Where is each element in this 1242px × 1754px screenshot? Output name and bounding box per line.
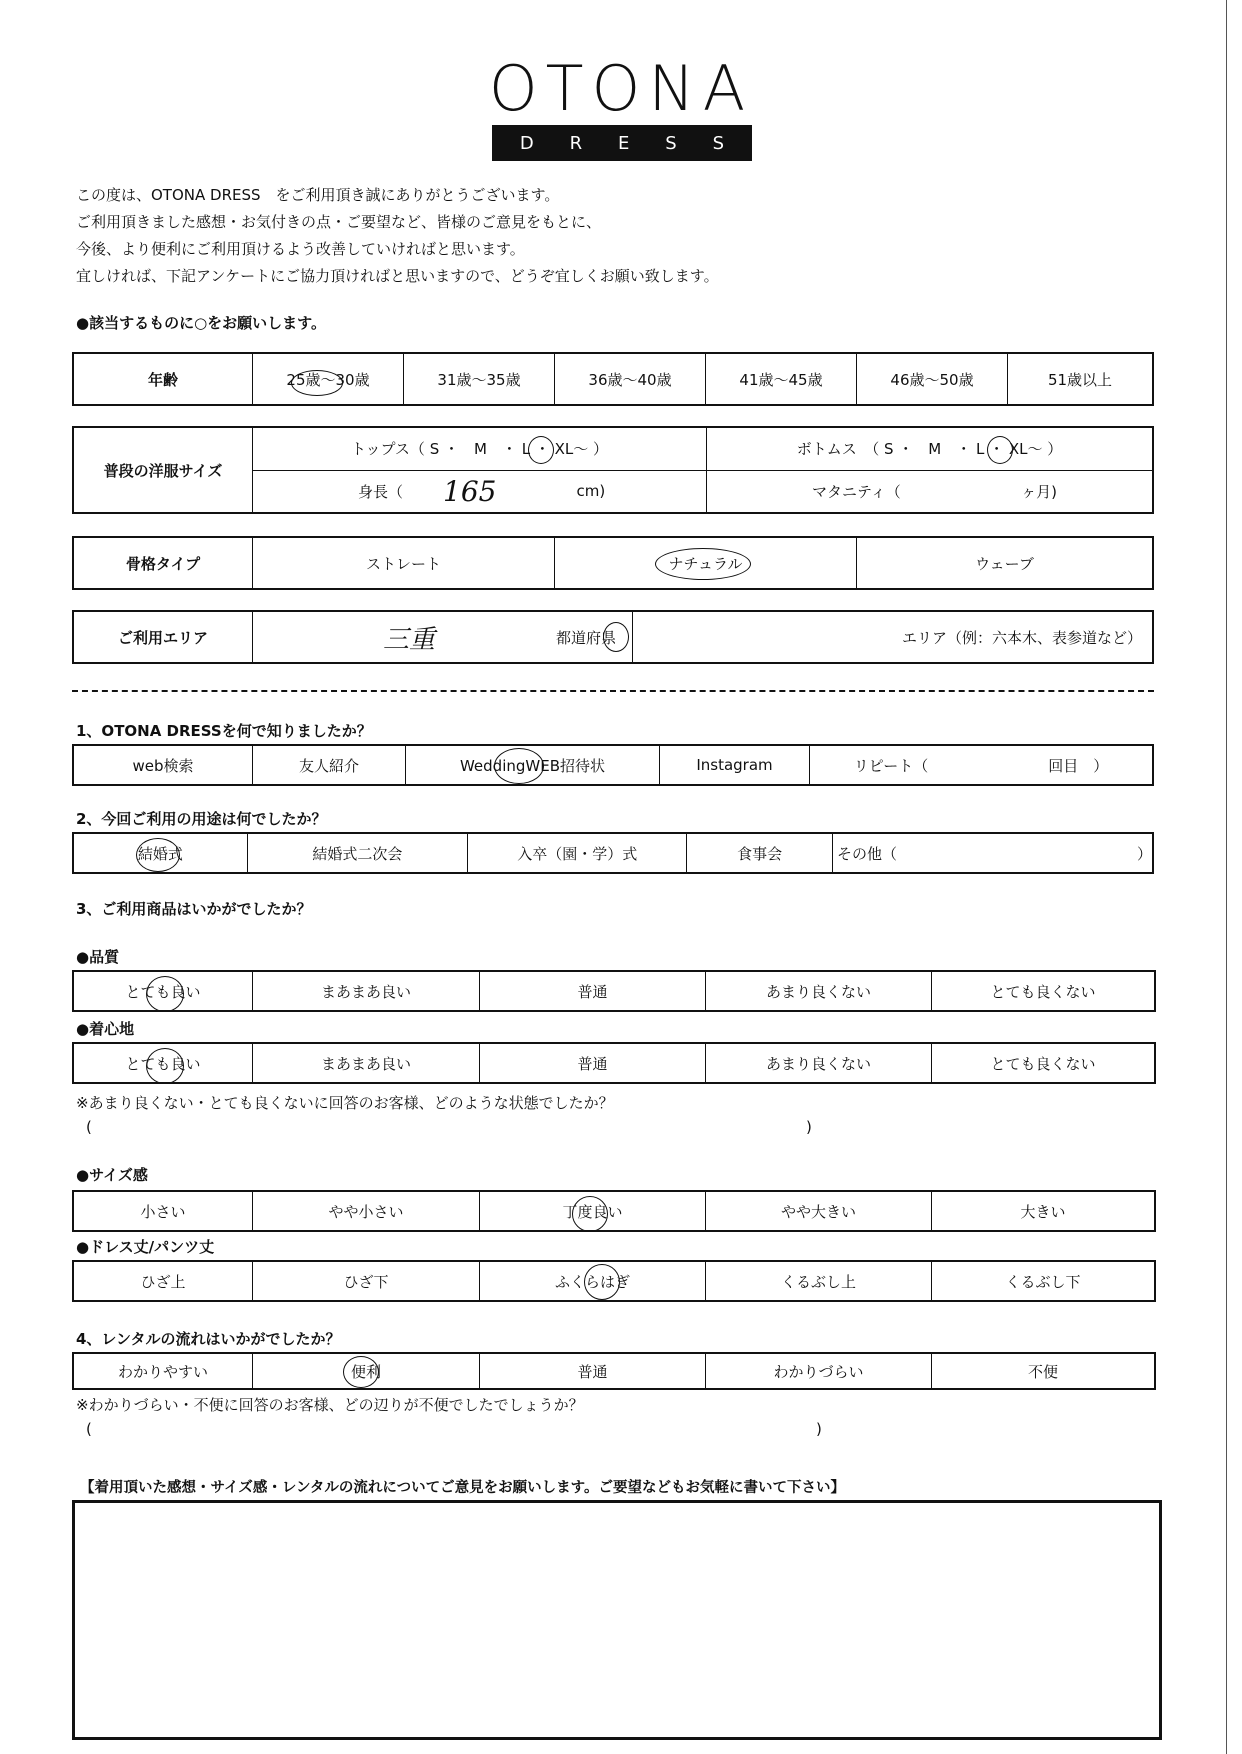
comfort-option[interactable]: とても良くない xyxy=(931,1044,1154,1082)
logo-letter: S xyxy=(712,132,724,154)
comfort-option[interactable]: あまり良くない xyxy=(705,1044,931,1082)
tops-size[interactable]: トップス（ S ・ M ・ L ・ XL～ ） xyxy=(253,428,706,470)
intro-line: ご利用頂きました感想・お気付きの点・ご要望など、皆様のご意見をもとに、 xyxy=(76,213,602,231)
area-field[interactable]: エリア（例：六本木、表参道など） xyxy=(632,612,1152,662)
fit-option[interactable]: 丁度良い xyxy=(479,1192,705,1230)
q2-title: 2、今回ご利用の用途は何でしたか？ xyxy=(76,810,327,828)
q4-paren-close: ) xyxy=(816,1420,822,1438)
maternity-field[interactable]: マタニティ（ ヶ月) xyxy=(706,471,1152,513)
length-option[interactable]: ひざ下 xyxy=(252,1262,479,1300)
body-type-option[interactable]: ストレート xyxy=(252,538,554,588)
q4-paren-open: ( xyxy=(86,1420,92,1438)
q1-option[interactable]: リピート（ 回目 ） xyxy=(809,746,1152,784)
fit-option[interactable]: 小さい xyxy=(140,1202,186,1221)
area-label: ご利用エリア xyxy=(117,628,208,647)
q4-option[interactable]: 便利 xyxy=(252,1354,479,1388)
comfort-table xyxy=(72,1042,1156,1084)
height-value: 165 xyxy=(443,474,497,508)
size-label: 普段の洋服サイズ xyxy=(103,461,223,480)
q1-option[interactable]: WeddingWEB招待状 xyxy=(405,746,659,784)
body-type-label: 骨格タイプ xyxy=(125,554,201,573)
size-row xyxy=(253,428,1152,471)
logo-letter: D xyxy=(519,132,534,154)
q4-option[interactable]: わかりづらい xyxy=(705,1354,931,1388)
intro-line: 今後、より便利にご利用頂けるよう改善していければと思います。 xyxy=(76,240,525,258)
comfort-paren-open: ( xyxy=(86,1118,92,1136)
q4-note: ※わかりづらい・不便に回答のお客様、どの辺りが不便でしたでしょうか？ xyxy=(76,1396,584,1414)
scan-edge-line xyxy=(1226,0,1227,1754)
age-option[interactable]: 46歳～50歳 xyxy=(856,354,1007,404)
quality-option[interactable]: とても良い xyxy=(74,972,252,1010)
age-option[interactable]: 41歳～45歳 xyxy=(705,354,856,404)
bottoms-size[interactable]: ボトムス （ S ・ M ・ L ・ XL～ ） xyxy=(706,428,1152,470)
fit-option[interactable]: やや小さい xyxy=(252,1192,479,1230)
logo-letter: S xyxy=(665,132,677,154)
q2-table xyxy=(72,832,1154,874)
height-field[interactable]: 身長（ 165 cm) xyxy=(358,474,606,508)
length-option[interactable]: くるぶし上 xyxy=(705,1262,931,1300)
q2-option[interactable]: 結婚式 xyxy=(74,834,247,872)
age-table xyxy=(72,352,1154,406)
size-table xyxy=(72,426,1154,514)
age-label: 年齢 xyxy=(147,370,178,389)
logo-letter: R xyxy=(569,132,583,154)
body-type-option[interactable]: ナチュラル xyxy=(554,538,856,588)
q1-option[interactable]: Instagram xyxy=(659,746,809,784)
quality-label: ●品質 xyxy=(76,948,120,966)
comfort-paren-close: ) xyxy=(806,1118,812,1136)
fit-option[interactable]: 大きい xyxy=(931,1192,1154,1230)
q2-option[interactable]: 食事会 xyxy=(686,834,832,872)
brand-logo-title: OTONA xyxy=(488,52,754,125)
instruction: ●該当するものに○をお願いします。 xyxy=(76,314,326,332)
quality-option[interactable]: 普通 xyxy=(479,972,705,1010)
age-option[interactable]: 36歳～40歳 xyxy=(554,354,705,404)
intro-line: 宜しければ、下記アンケートにご協力頂ければと思いますので、どうぞ宜しくお願い致します。 xyxy=(76,267,719,285)
prefecture-value: 三重 xyxy=(383,624,436,655)
q1-title: 1、OTONA DRESSを何で知りましたか？ xyxy=(76,722,372,740)
comfort-note: ※あまり良くない・とても良くないに回答のお客様、どのような状態でしたか？ xyxy=(76,1094,614,1112)
q4-table xyxy=(72,1352,1156,1390)
body-type-table xyxy=(72,536,1154,590)
intro-text xyxy=(76,182,719,290)
body-type-option[interactable]: ウェーブ xyxy=(856,538,1152,588)
prefecture-field[interactable]: 三重 都道府県 xyxy=(252,612,632,662)
comment-box[interactable] xyxy=(72,1500,1162,1740)
section-divider xyxy=(72,690,1154,692)
comfort-option[interactable]: 普通 xyxy=(479,1044,705,1082)
logo-letter: E xyxy=(618,132,630,154)
length-table xyxy=(72,1260,1156,1302)
length-label: ●ドレス丈/パンツ丈 xyxy=(76,1238,215,1256)
q1-option[interactable]: web検索 xyxy=(132,756,194,775)
length-option[interactable]: くるぶし下 xyxy=(931,1262,1154,1300)
quality-option[interactable]: とても良くない xyxy=(931,972,1154,1010)
fit-label: ●サイズ感 xyxy=(76,1166,148,1184)
comfort-option[interactable]: まあまあ良い xyxy=(252,1044,479,1082)
size-grid xyxy=(252,428,1152,512)
comfort-label: ●着心地 xyxy=(76,1020,135,1038)
comment-title: 【着用頂いた感想・サイズ感・レンタルの流れについてご意見をお願いします。ご要望などもお気軽に書いて下さい】 xyxy=(80,1480,845,1496)
q2-option[interactable]: 入卒（園・学）式 xyxy=(467,834,686,872)
fit-option[interactable]: やや大きい xyxy=(705,1192,931,1230)
q1-option[interactable]: 友人紹介 xyxy=(252,746,405,784)
quality-table xyxy=(72,970,1156,1012)
age-option[interactable]: 25歳～30歳 xyxy=(252,354,403,404)
q1-table xyxy=(72,744,1154,786)
age-option[interactable]: 51歳以上 xyxy=(1007,354,1152,404)
brand-logo-subbar xyxy=(492,125,752,161)
q4-title: 4、レンタルの流れはいかがでしたか？ xyxy=(76,1330,341,1348)
fit-table xyxy=(72,1190,1156,1232)
length-option[interactable]: ふくらはぎ xyxy=(479,1262,705,1300)
q4-option[interactable]: 不便 xyxy=(931,1354,1154,1388)
intro-line: この度は、OTONA DRESS をご利用頂き誠にありがとうございます。 xyxy=(76,186,560,204)
age-option[interactable]: 31歳～35歳 xyxy=(403,354,554,404)
comfort-option[interactable]: とても良い xyxy=(74,1044,252,1082)
q2-option[interactable]: その他（ ） xyxy=(832,834,1152,872)
q3-title: 3、ご利用商品はいかがでしたか？ xyxy=(76,900,312,918)
q4-option[interactable]: 普通 xyxy=(479,1354,705,1388)
size-row xyxy=(253,471,1152,513)
area-table xyxy=(72,610,1154,664)
quality-option[interactable]: まあまあ良い xyxy=(252,972,479,1010)
quality-option[interactable]: あまり良くない xyxy=(705,972,931,1010)
length-option[interactable]: ひざ上 xyxy=(140,1272,186,1291)
q4-option[interactable]: わかりやすい xyxy=(117,1362,208,1381)
q2-option[interactable]: 結婚式二次会 xyxy=(247,834,467,872)
